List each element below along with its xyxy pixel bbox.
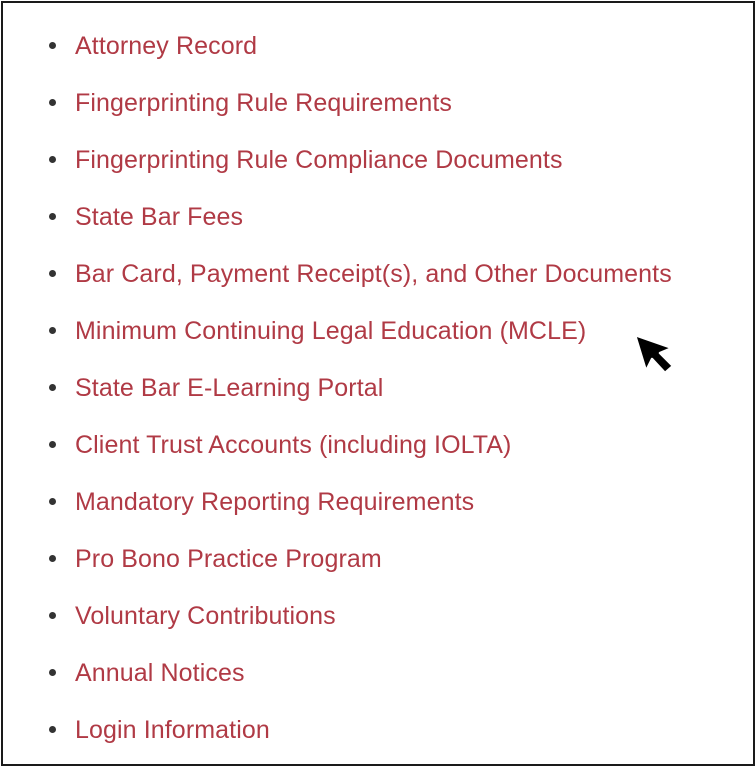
link-e-learning-portal[interactable]: State Bar E-Learning Portal [75,374,384,402]
links-panel [1,1,755,766]
list-item [45,711,672,768]
bullet-icon [49,270,56,277]
link-annual-notices[interactable]: Annual Notices [75,659,245,687]
bullet-icon [49,327,56,334]
bullet-icon [49,441,56,448]
link-voluntary-contributions[interactable]: Voluntary Contributions [75,602,336,630]
bullet-icon [49,612,56,619]
link-fingerprinting-rule-requirements[interactable]: Fingerprinting Rule Requirements [75,89,452,117]
list-item [45,540,672,597]
bullet-icon [49,555,56,562]
list-item [45,312,672,369]
link-mandatory-reporting[interactable]: Mandatory Reporting Requirements [75,488,475,516]
bullet-icon [49,726,56,733]
list-item [45,654,672,711]
list-item [45,426,672,483]
link-client-trust-accounts[interactable]: Client Trust Accounts (including IOLTA) [75,431,512,459]
link-pro-bono-program[interactable]: Pro Bono Practice Program [75,545,382,573]
bullet-icon [49,669,56,676]
list-item [45,483,672,540]
link-list [45,27,672,768]
link-bar-card-receipts[interactable]: Bar Card, Payment Receipt(s), and Other Documents [75,260,672,288]
list-item [45,84,672,141]
list-item [45,369,672,426]
bullet-icon [49,42,56,49]
list-item [45,597,672,654]
link-state-bar-fees[interactable]: State Bar Fees [75,203,244,231]
bullet-icon [49,384,56,391]
link-attorney-record[interactable]: Attorney Record [75,32,258,60]
list-item [45,255,672,312]
list-item [45,141,672,198]
link-fingerprinting-compliance-documents[interactable]: Fingerprinting Rule Compliance Documents [75,146,563,174]
list-item [45,27,672,84]
list-item [45,198,672,255]
bullet-icon [49,213,56,220]
link-mcle[interactable]: Minimum Continuing Legal Education (MCLE) [75,317,587,345]
bullet-icon [49,498,56,505]
link-login-information[interactable]: Login Information [75,716,270,744]
bullet-icon [49,156,56,163]
bullet-icon [49,99,56,106]
